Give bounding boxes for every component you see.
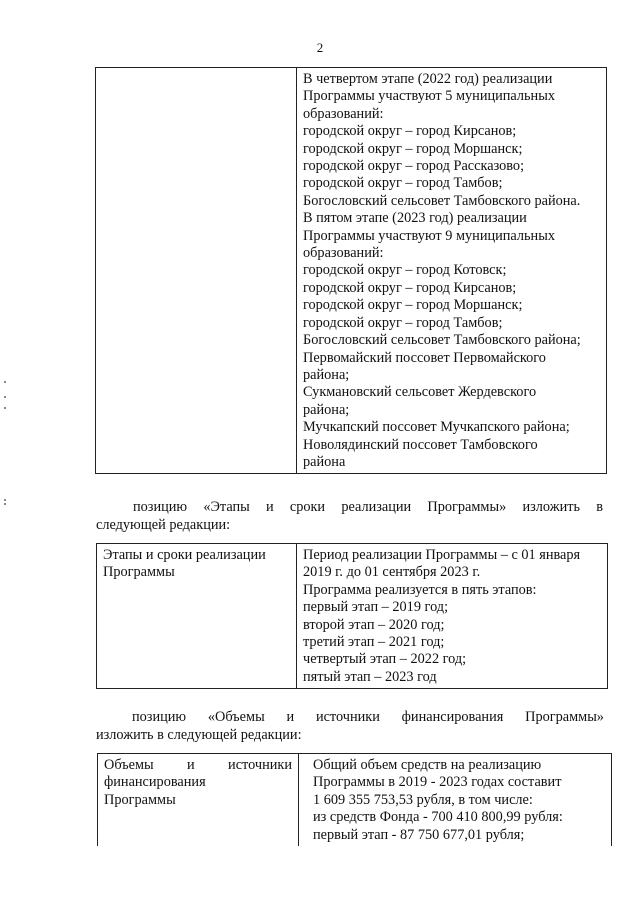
table-line: района [303, 453, 346, 470]
table-line: пятый этап – 2023 год [303, 668, 437, 685]
table-line: района; [303, 401, 350, 418]
table-line: В пятом этапе (2023 год) реализации [303, 210, 527, 227]
table-line: 2019 г. до 01 сентября 2023 г. [303, 564, 481, 581]
paragraph-word: «Этапы [203, 499, 250, 515]
table-line: В четвертом этапе (2022 год) реализации [303, 71, 553, 87]
paragraph-word: Программы» [525, 709, 604, 725]
scan-mark [4, 381, 6, 383]
table-line: третий этап – 2021 год; [303, 634, 445, 651]
scan-mark [4, 499, 6, 501]
table-line: четвертый этап – 2022 год; [303, 651, 467, 668]
scan-mark [4, 503, 6, 505]
funding-value-text [299, 754, 611, 846]
table-line: финансирования [104, 774, 206, 791]
funding-label-first-line [104, 757, 292, 774]
stages-value-cell [297, 544, 608, 689]
table-line: Общий объем средств на реализацию [313, 757, 542, 773]
table-line: Программы [103, 564, 175, 581]
funding-value-cell [299, 754, 612, 847]
table-line: Программы [104, 791, 176, 808]
paragraph-word: и [265, 499, 274, 515]
table-line: Богословский сельсовет Тамбовского района; [303, 332, 581, 349]
table-line: Программы в 2019 - 2023 годах составит [313, 774, 562, 791]
table-line: Богословский сельсовет Тамбовского района. [303, 192, 581, 209]
table-line: первый этап - 87 750 677,01 рубля; [313, 826, 525, 843]
paragraph-funding-intro [96, 708, 604, 744]
scan-mark [4, 407, 6, 409]
paragraph-word: источники [315, 709, 380, 725]
stages-label-cell [97, 544, 297, 689]
paragraph-word: финансирования [401, 709, 504, 725]
table-line: городской округ – город Кирсанов; [303, 123, 517, 140]
table-line: Сукмановский сельсовет Жердевского [303, 384, 537, 401]
paragraph-funding-line2: изложить в следующей редакции: [96, 727, 302, 743]
table-line: Период реализации Программы – с 01 января [303, 547, 581, 563]
page-number: 2 [316, 40, 324, 55]
table-line: Программы участвуют 5 муниципальных [303, 88, 555, 105]
table-line: района; [303, 366, 350, 383]
participants-text [297, 68, 606, 473]
participants-label-cell [96, 68, 297, 474]
stages-table [96, 543, 608, 689]
table-line: Программы участвуют 9 муниципальных [303, 227, 555, 244]
table-line: городской округ – город Моршанск; [303, 297, 523, 314]
paragraph-word: позицию [132, 709, 187, 725]
paragraph-word: Программы» [427, 499, 507, 515]
paragraph-stages-intro [96, 498, 603, 534]
table-word: источники [228, 757, 292, 773]
funding-table [97, 753, 612, 846]
stages-value-text [297, 544, 607, 688]
table-word: Объемы [104, 757, 154, 773]
scan-mark [4, 396, 6, 398]
paragraph-word: и [286, 709, 295, 725]
paragraph-word: сроки [289, 499, 326, 515]
paragraph-word: позицию [133, 499, 188, 515]
table-line: городской округ – город Кирсанов; [303, 279, 517, 296]
table-line: городской округ – город Моршанск; [303, 140, 523, 157]
table-word: и [187, 757, 195, 773]
table-line: Первомайский поссовет Первомайского [303, 349, 546, 366]
table-line: 1 609 355 753,53 рубля, в том числе: [313, 791, 533, 808]
table-line: из средств Фонда - 700 410 800,99 рубля: [313, 809, 563, 826]
paragraph-word: «Объемы [207, 709, 265, 725]
table-line: Этапы и сроки реализации [103, 547, 266, 563]
table-line: Новолядинский поссовет Тамбовского [303, 436, 538, 453]
table-line: второй этап – 2020 год; [303, 616, 445, 633]
table-line: Мучкапский поссовет Мучкапского района; [303, 419, 570, 436]
table-line: образований: [303, 245, 384, 262]
paragraph-word: реализации [341, 499, 412, 515]
participants-value-cell [297, 68, 607, 474]
table-line: городской округ – город Тамбов; [303, 314, 503, 331]
paragraph-word: в [596, 499, 603, 515]
funding-label-text [98, 754, 298, 811]
table-line: городской округ – город Тамбов; [303, 175, 503, 192]
table-line: городской округ – город Котовск; [303, 262, 507, 279]
table-line: городской округ – город Рассказово; [303, 158, 525, 175]
participants-table [95, 67, 607, 474]
paragraph-funding-line1 [96, 708, 604, 726]
paragraph-word: изложить [522, 499, 580, 515]
funding-label-cell [98, 754, 299, 847]
table-line: образований: [303, 105, 384, 122]
table-line: первый этап – 2019 год; [303, 599, 449, 616]
table-line: Программа реализуется в пять этапов: [303, 581, 537, 598]
paragraph-stages-line2: следующей редакции: [96, 517, 231, 533]
paragraph-stages-line1 [96, 498, 603, 516]
stages-label-text [97, 544, 296, 584]
